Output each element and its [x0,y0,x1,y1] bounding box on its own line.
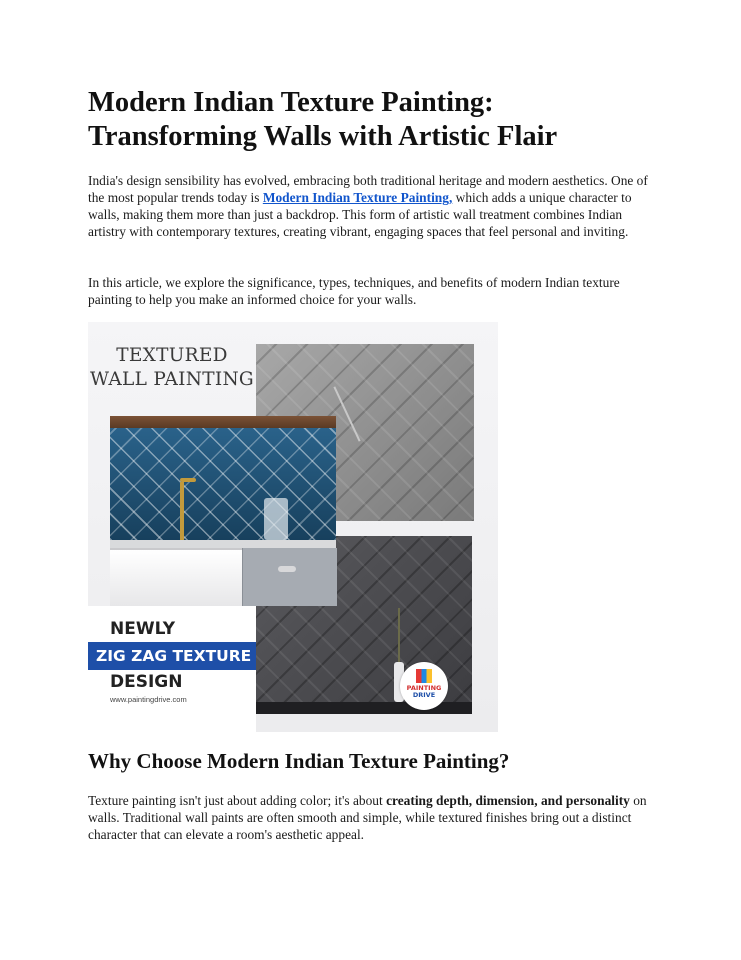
wooden-shelf [110,416,336,428]
intro-text-before: India's design sensibility has evolved, embracing both traditional heritage and modern aesthetics. One of the most popular trends today is [88,173,648,205]
texture-painting-link[interactable]: Modern Indian Texture Painting, [262,190,453,205]
farmhouse-sink [110,548,242,608]
banner-title-line2: WALL PAINTING [89,369,255,390]
cabinet-handle-icon [278,566,296,572]
kitchen-counter [110,540,336,548]
blue-zigzag-tiles [110,428,336,540]
banner-label-design: DESIGN [110,672,183,692]
faucet-icon [180,482,184,540]
banner-label-newly: NEWLY [110,619,176,639]
banner-title-line1: TEXTURED [116,345,228,366]
section-text-part1: Texture painting isn't just about adding color; it's about [88,793,387,808]
logo-text-line1: PAINTING [406,684,442,692]
section-paragraph [88,792,658,843]
section-text-bold: creating depth, dimension, and personality [386,793,630,808]
painting-drive-logo [400,662,448,710]
jars-icon [264,498,288,540]
article-title: Modern Indian Texture Painting: Transforming Walls with Artistic Flair [88,87,558,152]
gray-cabinet [242,548,337,606]
banner-label-zigzag: ZIG ZAG TEXTURE [96,647,252,665]
plant-stem-icon [398,608,400,664]
overview-paragraph: In this article, we explore the significance, types, techniques, and benefits of modern Indian texture painting to help you make an informed choice for your walls. [88,275,620,307]
intro-paragraph [88,172,658,240]
intro-text-after: which adds a unique character to walls, making them more than just a backdrop. This form of artistic wall treatment combines Indian artistry with contemporary textures, creating vibrant, engaging spaces that feel personal and inviting. [88,190,632,239]
house-logo-icon [416,669,432,683]
logo-text-line2: DRIVE [412,691,436,699]
section-heading: Why Choose Modern Indian Texture Painting? [88,749,510,773]
section-text-part2: on walls. Traditional wall paints are often smooth and simple, while textured finishes bring out a distinct character that can elevate a room's aesthetic appeal. [88,793,647,842]
banner-website: www.paintingdrive.com [110,695,187,704]
textured-wall-banner-image [88,322,498,732]
